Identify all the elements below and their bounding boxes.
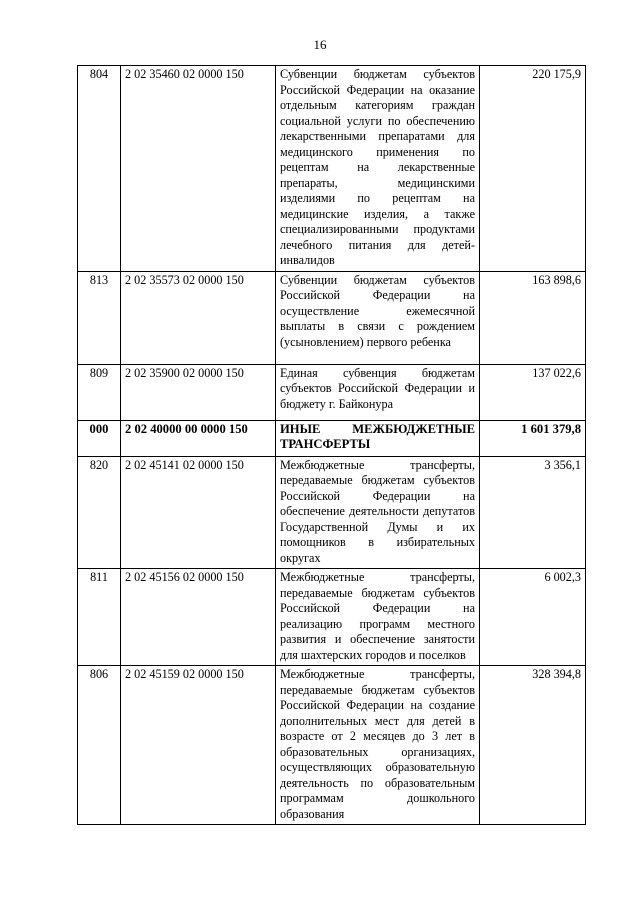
table-row xyxy=(78,666,586,825)
table-row xyxy=(78,66,586,272)
admin-code-cell: 813 xyxy=(78,271,121,364)
admin-code-cell: 811 xyxy=(78,569,121,666)
budget-class-code-cell: 2 02 45159 02 0000 150 xyxy=(121,666,276,825)
income-name-cell: Единая субвенция бюджетам субъектов Российской Федерации и бюджету г. Байконура xyxy=(276,364,480,420)
admin-code-cell: 804 xyxy=(78,66,121,272)
income-name-cell: ИНЫЕ МЕЖБЮДЖЕТНЫЕ ТРАНСФЕРТЫ xyxy=(276,420,480,456)
budget-class-code-cell: 2 02 45141 02 0000 150 xyxy=(121,456,276,569)
amount-cell: 328 394,8 xyxy=(480,666,586,825)
amount-cell: 3 356,1 xyxy=(480,456,586,569)
table-row xyxy=(78,271,586,364)
budget-class-code-cell: 2 02 35460 02 0000 150 xyxy=(121,66,276,272)
amount-cell: 220 175,9 xyxy=(480,66,586,272)
income-name-cell: Межбюджетные трансферты, передаваемые бюджетам субъектов Российской Федерации на реализацию программ местного развития и обеспечение занятости для шахтерских городов и поселков xyxy=(276,569,480,666)
budget-class-code-cell: 2 02 40000 00 0000 150 xyxy=(121,420,276,456)
table-row xyxy=(78,456,586,569)
income-name-cell: Межбюджетные трансферты, передаваемые бюджетам субъектов Российской Федерации на создание дополнительных мест для детей в возрасте от 2 месяцев до 3 лет в образовательных организациях, осуществляющих образовательную деятельность по образовательным программам дошкольного образования xyxy=(276,666,480,825)
admin-code-cell: 806 xyxy=(78,666,121,825)
budget-class-code-cell: 2 02 35573 02 0000 150 xyxy=(121,271,276,364)
table-row xyxy=(78,364,586,420)
income-name-cell: Субвенции бюджетам субъектов Российской Федерации на оказание отдельным категориям граждан социальной услуги по обеспечению лекарственными препаратами для медицинского применения по рецептам на лекарственные препараты, медицинскими изделиями по рецептам на медицинские изделия, а также специализированными продуктами лечебного питания для детей-инвалидов xyxy=(276,66,480,272)
admin-code-cell: 820 xyxy=(78,456,121,569)
admin-code-cell: 000 xyxy=(78,420,121,456)
admin-code-cell: 809 xyxy=(78,364,121,420)
budget-class-code-cell: 2 02 35900 02 0000 150 xyxy=(121,364,276,420)
amount-cell: 163 898,6 xyxy=(480,271,586,364)
table-row xyxy=(78,420,586,456)
amount-cell: 137 022,6 xyxy=(480,364,586,420)
budget-class-code-cell: 2 02 45156 02 0000 150 xyxy=(121,569,276,666)
amount-cell: 1 601 379,8 xyxy=(480,420,586,456)
income-name-cell: Субвенции бюджетам субъектов Российской Федерации на осуществление ежемесячной выплаты в связи с рождением (усыновлением) первого ребенка xyxy=(276,271,480,364)
table-row xyxy=(78,569,586,666)
income-name-cell: Межбюджетные трансферты, передаваемые бюджетам субъектов Российской Федерации на обеспечение деятельности депутатов Государственной Думы и их помощников в избирательных округах xyxy=(276,456,480,569)
page-number: 16 xyxy=(313,37,327,52)
budget-table xyxy=(77,65,586,825)
amount-cell: 6 002,3 xyxy=(480,569,586,666)
